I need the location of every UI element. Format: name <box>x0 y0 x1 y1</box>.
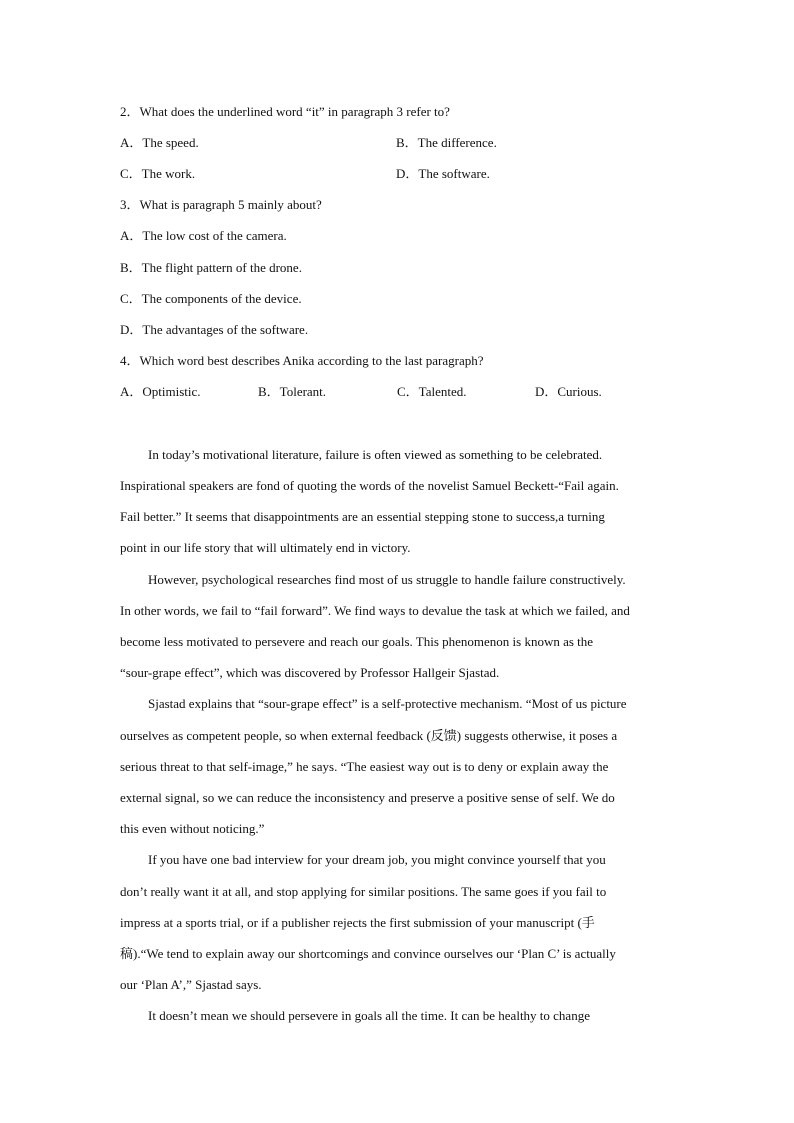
passage-line: 稿).“We tend to explain away our shortcomings and convince ourselves our ‘Plan C’ is actually <box>120 946 616 961</box>
passage-line: external signal, so we can reduce the inconsistency and preserve a positive sense of self. We do <box>120 790 615 805</box>
question-4-option-a: A．Optimistic. <box>120 384 201 399</box>
passage-line: our ‘Plan A’,” Sjastad says. <box>120 977 262 992</box>
question-4-option-c: C．Talented. <box>397 384 467 399</box>
question-2-stem: 2．What does the underlined word “it” in paragraph 3 refer to? <box>120 104 450 119</box>
question-4-stem: 4．Which word best describes Anika according to the last paragraph? <box>120 353 484 368</box>
passage-line: serious threat to that self-image,” he says. “The easiest way out is to deny or explain away the <box>120 759 609 774</box>
passage-line: this even without noticing.” <box>120 821 265 836</box>
passage-line: Fail better.” It seems that disappointments are an essential stepping stone to success,a turning <box>120 509 605 524</box>
passage-line: “sour-grape effect”, which was discovered by Professor Hallgeir Sjastad. <box>120 665 500 680</box>
question-3-option-a: A．The low cost of the camera. <box>120 228 287 243</box>
passage-line: In other words, we fail to “fail forward”. We find ways to devalue the task at which we failed, and <box>120 603 630 618</box>
passage-line: However, psychological researches find most of us struggle to handle failure constructively. <box>148 572 626 587</box>
question-2-option-c: C．The work. <box>120 166 196 181</box>
passage-line: In today’s motivational literature, failure is often viewed as something to be celebrated. <box>148 447 603 462</box>
question-2-option-a: A．The speed. <box>120 135 199 150</box>
question-3-option-c: C．The components of the device. <box>120 291 302 306</box>
question-2-option-b: B．The difference. <box>396 135 497 150</box>
question-4-option-b: B．Tolerant. <box>258 384 327 399</box>
passage-line: become less motivated to persevere and reach our goals. This phenomenon is known as the <box>120 634 594 649</box>
passage-line: If you have one bad interview for your dream job, you might convince yourself that you <box>148 852 606 867</box>
passage-line: Inspirational speakers are fond of quoting the words of the novelist Samuel Beckett-“Fail again. <box>120 478 619 493</box>
passage-line: don’t really want it at all, and stop applying for similar positions. The same goes if you fail to <box>120 884 607 899</box>
passage-line: It doesn’t mean we should persevere in goals all the time. It can be healthy to change <box>148 1008 590 1023</box>
question-4-option-d: D．Curious. <box>535 384 602 399</box>
passage-line: ourselves as competent people, so when external feedback (反馈) suggests otherwise, it poses a <box>120 728 618 743</box>
question-3-stem: 3．What is paragraph 5 mainly about? <box>120 197 322 212</box>
passage-line: impress at a sports trial, or if a publisher rejects the first submission of your manuscript (手 <box>120 915 595 930</box>
question-3-option-d: D．The advantages of the software. <box>120 322 309 337</box>
passage-line: point in our life story that will ultimately end in victory. <box>120 540 411 555</box>
passage-line: Sjastad explains that “sour-grape effect” is a self-protective mechanism. “Most of us picture <box>148 696 627 711</box>
question-2-option-d: D．The software. <box>396 166 490 181</box>
question-3-option-b: B．The flight pattern of the drone. <box>120 260 302 275</box>
